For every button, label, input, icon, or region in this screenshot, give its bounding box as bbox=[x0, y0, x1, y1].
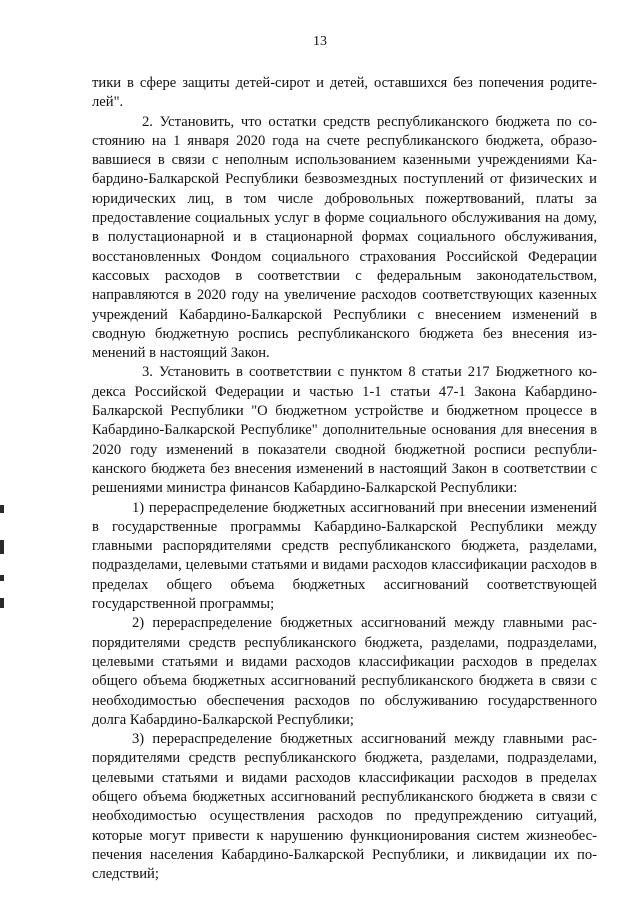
document-body bbox=[92, 74, 597, 884]
subitem-1: 1) перераспределение бюджетных ассигнований при внесении изменений в государственные программы Кабардино-Балкарской Республики между главными распорядителями средств республиканского бюджета, разделами, подразделами, целевыми статьями и видами расходов классификации расходов в пределах общего объема бюджетных ассигнований соответствующей государственной программы; bbox=[92, 499, 597, 613]
subitem-2: 2) перераспределение бюджетных ассигнований между главными распорядителями средств республиканского бюджета, разделами, подразделами, целевыми статьями и видами расходов классификации расходов в пределах общего объема бюджетных ассигнований республиканского бюджета в связи с необходимостью обеспечения расходов по обслуживанию государственного долга Кабардино-Балкарской Республики; bbox=[92, 615, 597, 728]
subitem-3: 3) перераспределение бюджетных ассигнований между главными распорядителями средств республиканского бюджета, разделами, подразделами, целевыми статьями и видами расходов классификации расходов в пределах общего объема бюджетных ассигнований республиканского бюджета в связи с необходимостью осуществления расходов по предупреждению ситуаций, которые могут привести к нарушению функционирования систем жизнеобеспечения населения Кабардино-Балкарской Республики, и ликвидации их последствий; bbox=[92, 731, 597, 883]
page-number: 13 bbox=[313, 34, 327, 49]
paragraph-continuation: тики в сфере защиты детей-сирот и детей, оставшихся без попечения родителей". bbox=[92, 75, 597, 111]
scan-edge-mark bbox=[0, 505, 4, 513]
paragraph-item-2: 2. Установить, что остатки средств республиканского бюджета по состоянию на 1 января 2020 года на счете республиканского бюджета, образовавшиеся в связи с неполным использованием казенными учреждениями Кабардино-Балкарской Республики безвозмездных поступлений от физических и юридических лиц, в том числе добровольных пожертвований, платы за предоставление социальных услуг в форме социального обслуживания на дому, в полустационарной и в стационарной формах социального обслуживания, восстановленных Фондом социального страхования Российской Федерации кассовых расходов в соответствии с федеральным законодательством, направляются в 2020 году на увеличение расходов соответствующих казенных учреждений Кабардино-Балкарской Республики с внесением изменений в сводную бюджетную роспись республиканского бюджета без внесения изменений в настоящий Закон. bbox=[92, 113, 597, 362]
scan-edge-mark bbox=[0, 598, 4, 608]
scan-edge-mark bbox=[0, 575, 4, 581]
paragraph-item-3: 3. Установить в соответствии с пунктом 8 статьи 217 Бюджетного кодекса Российской Федерации и частью 1-1 статьи 47-1 Закона Кабардино-Балкарской Республики "О бюджетном устройстве и бюджетном процессе в Кабардино-Балкарской Республике" дополнительные основания для внесения в 2020 году изменений в показатели сводной бюджетной росписи республиканского бюджета без внесения изменений в настоящий Закон в соответствии с решениями министра финансов Кабардино-Балкарской Республики: bbox=[92, 364, 597, 497]
scan-edge-mark bbox=[0, 540, 4, 554]
